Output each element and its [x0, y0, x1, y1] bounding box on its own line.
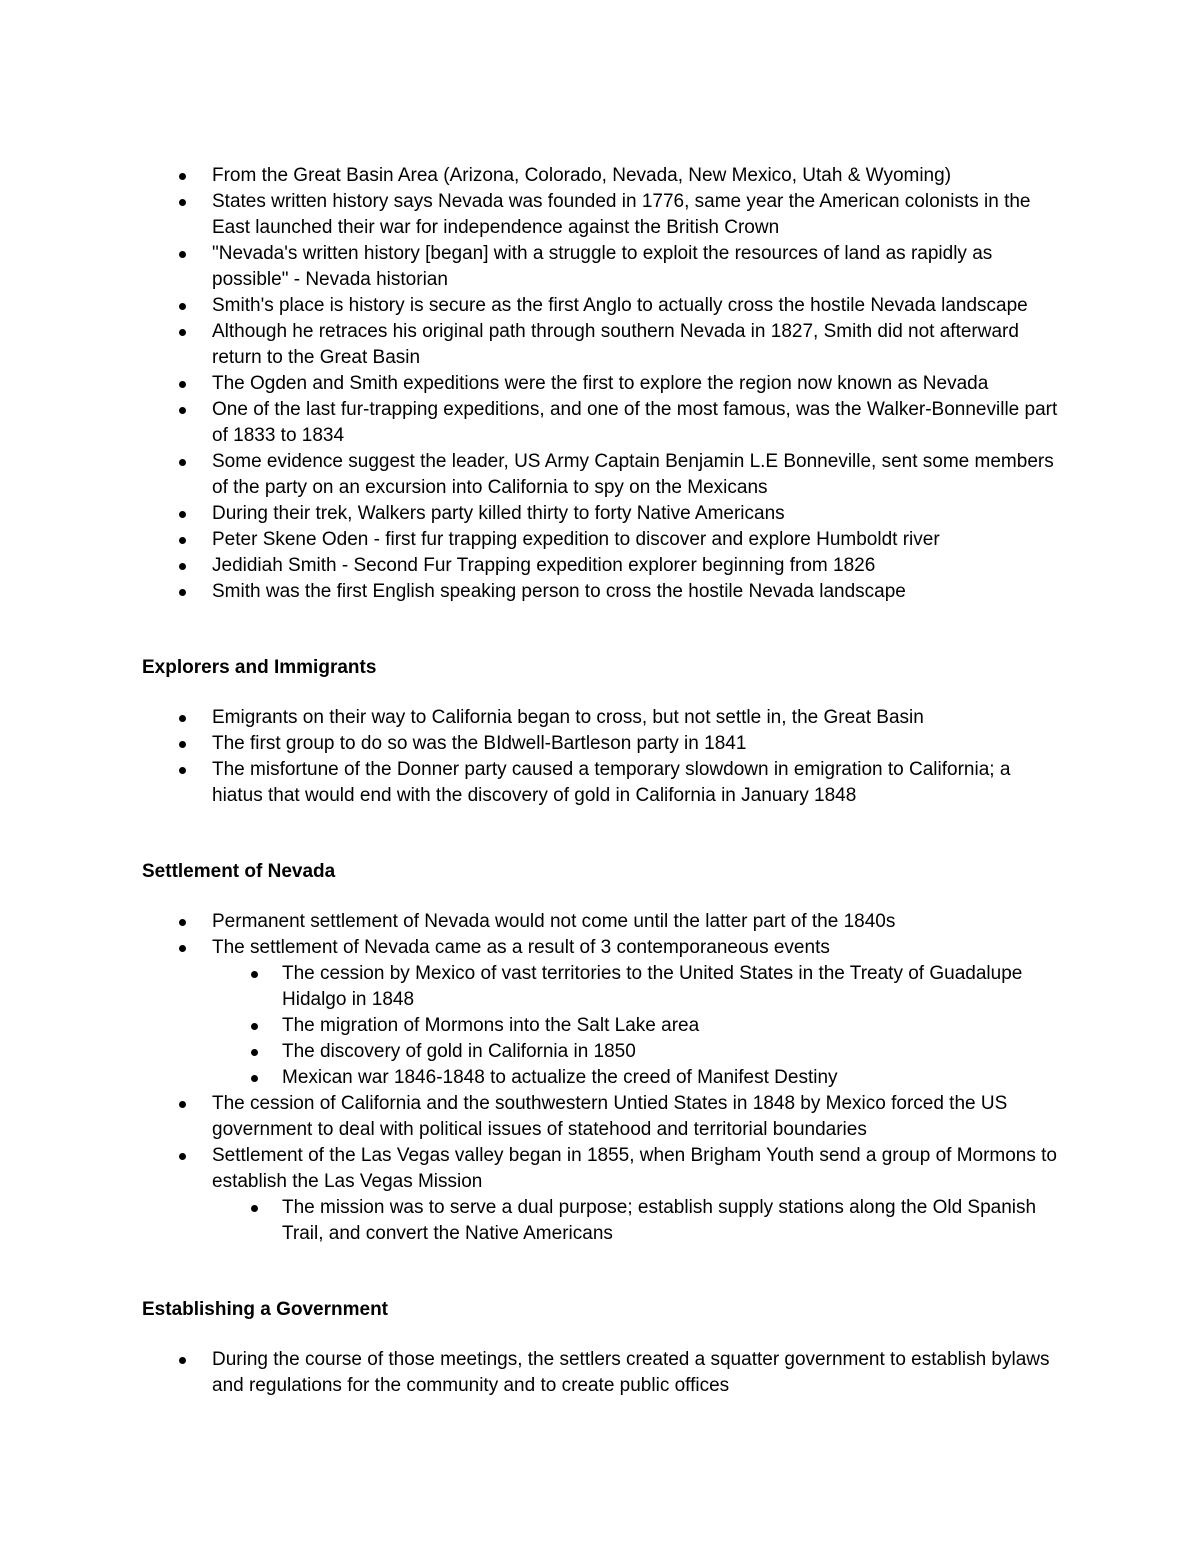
list-item: The first group to do so was the BIdwell-Bartleson party in 1841	[142, 731, 1060, 757]
list-item-text: Settlement of the Las Vegas valley began in 1855, when Brigham Youth send a group of Mormons to establish the Las Vegas Mission	[212, 1145, 1057, 1192]
list-item: During their trek, Walkers party killed thirty to forty Native Americans	[142, 501, 1060, 527]
list-item: The cession of California and the southwestern Untied States in 1848 by Mexico forced the US government to deal with political issues of statehood and territorial boundaries	[142, 1091, 1060, 1143]
list-item-text: The settlement of Nevada came as a result of 3 contemporaneous events	[212, 937, 830, 958]
sub-list-item: Mexican war 1846-1848 to actualize the creed of Manifest Destiny	[212, 1065, 1060, 1091]
events-sub-list	[212, 961, 1060, 1091]
list-item: Emigrants on their way to California began to cross, but not settle in, the Great Basin	[142, 705, 1060, 731]
list-item: Smith's place is history is secure as the first Anglo to actually cross the hostile Nevada landscape	[142, 293, 1060, 319]
list-item	[142, 935, 1060, 1091]
sub-list-item: The mission was to serve a dual purpose; establish supply stations along the Old Spanish Trail, and convert the Native Americans	[212, 1195, 1060, 1247]
sub-list-item: The discovery of gold in California in 1850	[212, 1039, 1060, 1065]
list-item: Some evidence suggest the leader, US Army Captain Benjamin L.E Bonneville, sent some members of the party on an excursion into California to spy on the Mexicans	[142, 449, 1060, 501]
list-item: States written history says Nevada was founded in 1776, same year the American colonists in the East launched their war for independence against the British Crown	[142, 189, 1060, 241]
intro-bullet-list	[142, 163, 1060, 605]
list-item: "Nevada's written history [began] with a struggle to exploit the resources of land as rapidly as possible" - Nevada historian	[142, 241, 1060, 293]
list-item: From the Great Basin Area (Arizona, Colorado, Nevada, New Mexico, Utah & Wyoming)	[142, 163, 1060, 189]
list-item: Jedidiah Smith - Second Fur Trapping expedition explorer beginning from 1826	[142, 553, 1060, 579]
list-item: Permanent settlement of Nevada would not come until the latter part of the 1840s	[142, 909, 1060, 935]
list-item	[142, 1143, 1060, 1247]
list-item: One of the last fur-trapping expeditions, and one of the most famous, was the Walker-Bonneville part of 1833 to 1834	[142, 397, 1060, 449]
sub-list-item: The migration of Mormons into the Salt Lake area	[212, 1013, 1060, 1039]
list-item: Peter Skene Oden - first fur trapping expedition to discover and explore Humboldt river	[142, 527, 1060, 553]
list-item: Although he retraces his original path through southern Nevada in 1827, Smith did not afterward return to the Great Basin	[142, 319, 1060, 371]
list-item: The misfortune of the Donner party caused a temporary slowdown in emigration to California; a hiatus that would end with the discovery of gold in California in January 1848	[142, 757, 1060, 809]
settlement-bullet-list	[142, 909, 1060, 1247]
mission-sub-list	[212, 1195, 1060, 1247]
section-heading-government: Establishing a Government	[142, 1299, 388, 1320]
section-heading-settlement: Settlement of Nevada	[142, 861, 336, 882]
explorers-bullet-list	[142, 705, 1060, 809]
list-item: The Ogden and Smith expeditions were the first to explore the region now known as Nevada	[142, 371, 1060, 397]
section-heading-explorers: Explorers and Immigrants	[142, 657, 377, 678]
government-bullet-list	[142, 1347, 1060, 1399]
list-item: During the course of those meetings, the settlers created a squatter government to establish bylaws and regulations for the community and to create public offices	[142, 1347, 1060, 1399]
list-item: Smith was the first English speaking person to cross the hostile Nevada landscape	[142, 579, 1060, 605]
sub-list-item: The cession by Mexico of vast territories to the United States in the Treaty of Guadalupe Hidalgo in 1848	[212, 961, 1060, 1013]
